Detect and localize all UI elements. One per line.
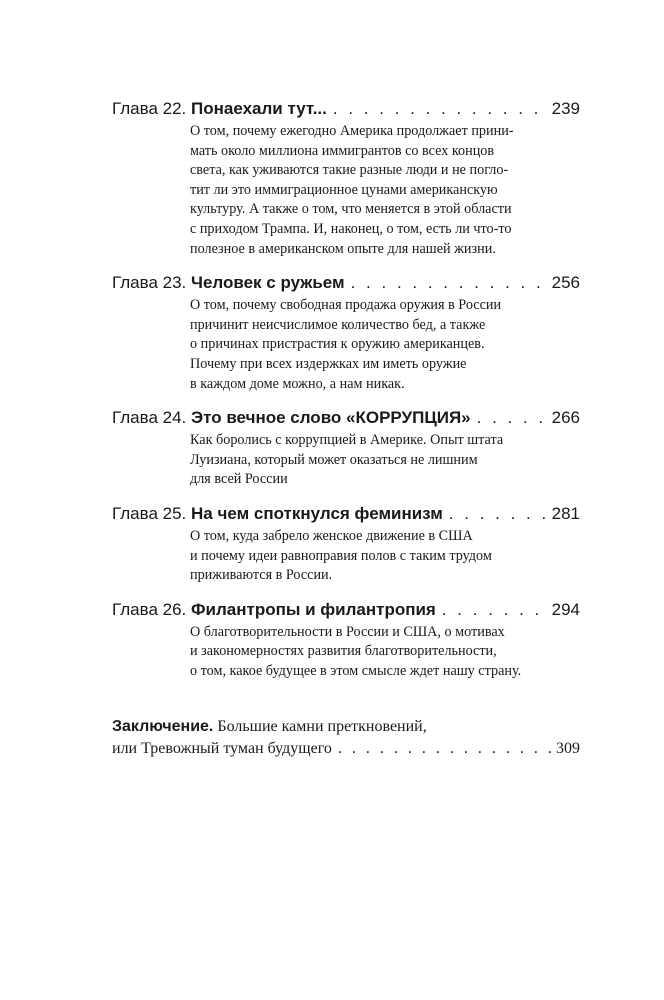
dot-leader	[338, 738, 552, 760]
description-line: О благотворительности в России и США, о мотивах	[190, 623, 505, 640]
page-number: 256	[551, 273, 580, 293]
dot-leader	[351, 270, 548, 296]
chapter-heading[interactable]	[112, 270, 580, 296]
conclusion-label: Заключение.	[112, 718, 214, 736]
conclusion-title-part-1: Большие камни преткновений,	[217, 718, 427, 736]
dot-leader	[449, 501, 548, 527]
description-line: света, как уживаются такие разные люди и не погло-	[190, 162, 509, 179]
toc-entry-chapter-24	[112, 405, 580, 490]
chapter-title: Понаехали тут...	[191, 99, 327, 118]
toc-entry-chapter-23	[112, 270, 580, 394]
page-number: 266	[551, 408, 580, 428]
description-line: О том, почему ежегодно Америка продолжает прини-	[190, 123, 514, 139]
toc-entry-chapter-22	[112, 96, 580, 259]
toc-entry-chapter-25	[112, 501, 580, 586]
dot-leader	[333, 96, 548, 122]
dot-leader	[477, 405, 548, 431]
description-line: Луизиана, который может оказаться не лишним	[190, 451, 478, 468]
chapter-title: Это вечное слово «КОРРУПЦИЯ»	[191, 408, 471, 428]
description-line: О том, куда забрело женское движение в США	[190, 527, 473, 544]
description-line: для всей России	[190, 471, 288, 488]
conclusion-line-2	[112, 738, 580, 760]
dot-leader	[442, 597, 548, 623]
chapter-title: Человек с ружьем	[191, 273, 345, 293]
chapter-heading[interactable]	[112, 501, 580, 527]
toc-entry-conclusion[interactable]	[112, 716, 580, 760]
chapter-number: Глава 26.	[112, 599, 187, 619]
description-line: и почему идеи равноправия полов с таким трудом	[190, 547, 492, 564]
conclusion-line-1	[112, 716, 580, 738]
description-line: Почему при всех издержках им иметь оружие	[190, 355, 467, 372]
description-line: мать около миллиона иммигрантов со всех концов	[190, 142, 495, 159]
spacer	[112, 692, 580, 716]
conclusion-title-part-2: или Тревожный туман будущего	[112, 740, 332, 758]
table-of-contents	[112, 96, 580, 760]
chapter-number: Глава 22.	[112, 99, 187, 118]
description-line: о том, какое будущее в этом смысле ждет нашу страну.	[190, 662, 522, 679]
description-line: культуру. А также о том, что меняется в этой области	[190, 201, 512, 218]
toc-entry-chapter-26	[112, 597, 580, 682]
chapter-description	[190, 296, 580, 394]
page-number: 239	[551, 99, 580, 118]
chapter-title: Филантропы и филантропия	[191, 599, 436, 619]
description-line: приживаются в России.	[190, 567, 333, 584]
description-line: в каждом доме можно, а нам никак.	[190, 375, 405, 392]
chapter-number: Глава 24.	[112, 408, 187, 428]
chapter-heading[interactable]	[112, 597, 580, 623]
chapter-description	[190, 527, 580, 586]
description-line: О том, почему свободная продажа оружия в России	[190, 297, 502, 314]
description-line: полезное в американском опыте для нашей жизни.	[190, 240, 496, 257]
chapter-heading[interactable]	[112, 96, 580, 122]
description-line: о причинах пристрастия к оружию американцев.	[190, 336, 485, 353]
page-number: 309	[556, 740, 580, 758]
chapter-description	[190, 623, 580, 682]
description-line: Как боролись с коррупцией в Америке. Опыт штата	[190, 432, 504, 449]
page-number: 281	[551, 503, 580, 523]
chapter-description	[190, 431, 580, 490]
chapter-number: Глава 25.	[112, 503, 187, 523]
chapter-title: На чем споткнулся феминизм	[191, 503, 443, 523]
description-line: с приходом Трампа. И, наконец, о том, есть ли что-то	[190, 220, 512, 237]
chapter-description	[190, 122, 580, 259]
page-number: 294	[551, 599, 580, 619]
chapter-number: Глава 23.	[112, 273, 187, 293]
description-line: и закономерностях развития благотворительности,	[190, 643, 497, 660]
description-line: причинит неисчислимое количество бед, а также	[190, 316, 486, 333]
chapter-heading[interactable]	[112, 405, 580, 431]
description-line: тит ли это иммиграционное цунами американскую	[190, 181, 498, 198]
